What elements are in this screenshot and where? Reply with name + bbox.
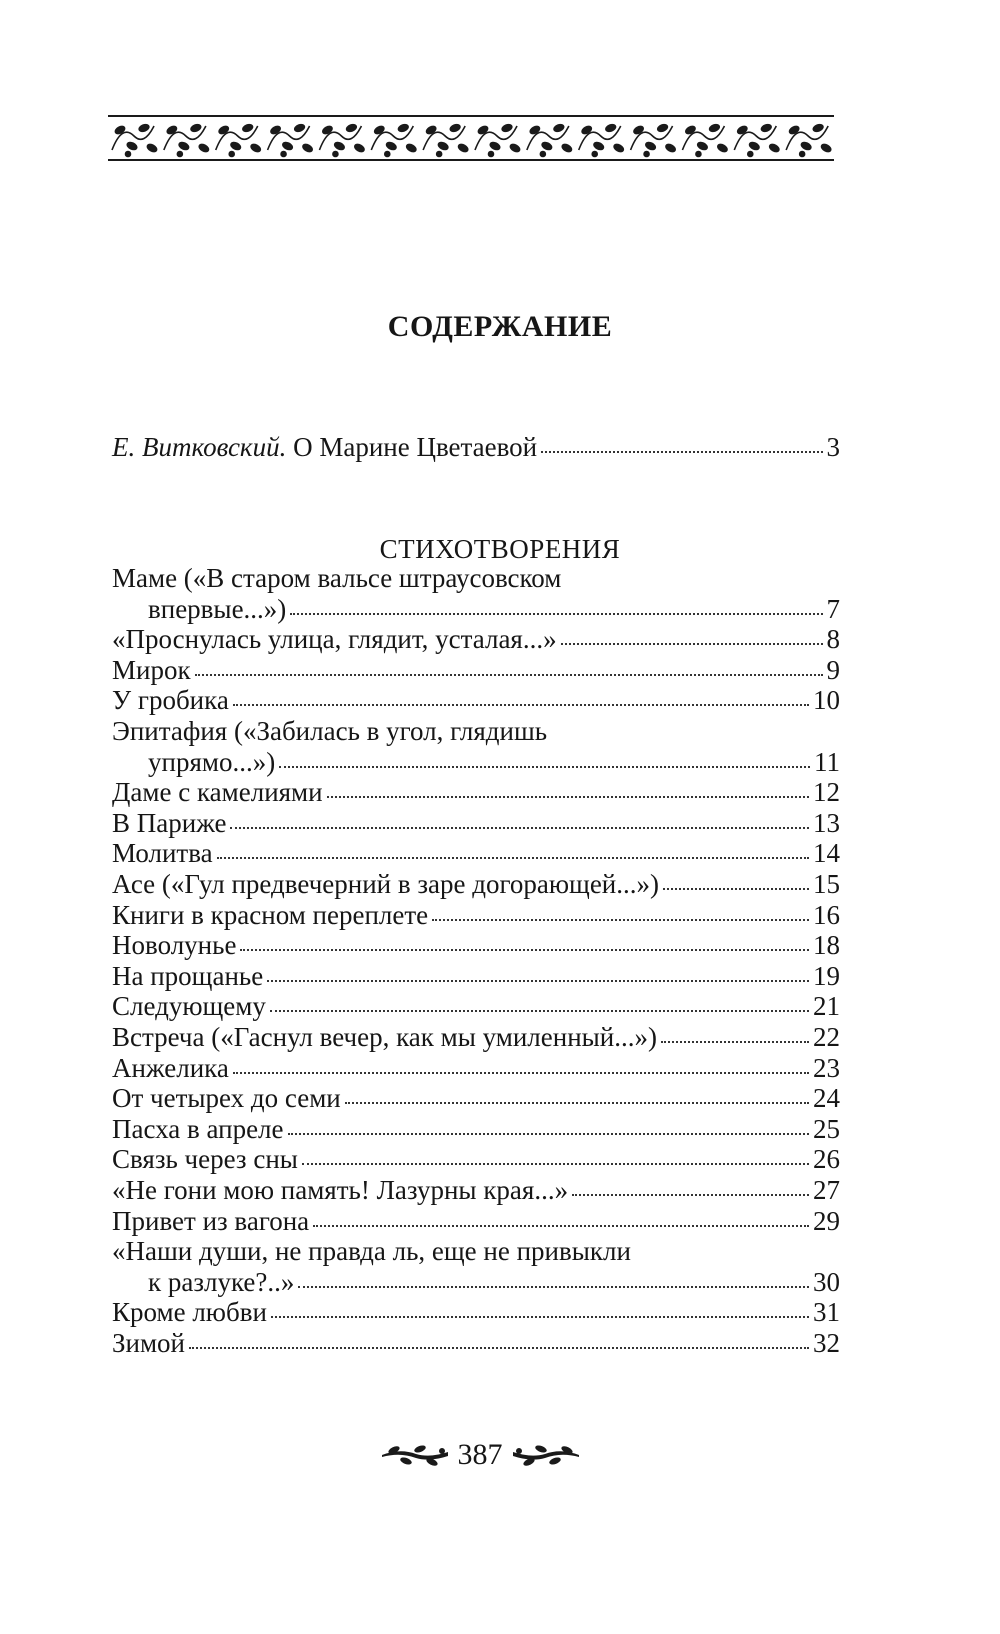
ornament-motif	[527, 123, 573, 156]
toc-page-number: 31	[813, 1297, 840, 1328]
dot-leader	[661, 1041, 809, 1043]
ornament-motif	[371, 123, 417, 156]
toc-entry-label: Новолунье	[112, 930, 237, 961]
page-number: 387	[457, 1438, 503, 1471]
toc-page-number: 24	[813, 1083, 840, 1114]
toc-page-number: 13	[813, 807, 840, 838]
toc-page-number: 30	[813, 1266, 840, 1297]
toc-entry-label: Пасха в апреле	[112, 1113, 284, 1144]
page-title: СОДЕРЖАНИЕ	[387, 310, 613, 343]
dot-leader	[233, 704, 809, 706]
toc-page-number: 22	[813, 1022, 840, 1052]
dot-leader	[195, 674, 823, 676]
toc-entry[interactable]	[112, 655, 840, 689]
toc-entry-label: Следующему	[112, 991, 266, 1022]
dot-leader	[313, 1225, 809, 1227]
leaf-ornament-left-icon	[380, 1440, 450, 1470]
toc-page-number: 25	[813, 1113, 840, 1144]
toc-entry[interactable]	[112, 1297, 840, 1331]
dot-leader	[541, 451, 822, 453]
toc-page-number: 7	[826, 593, 840, 624]
leaf-ornament-right-icon	[511, 1440, 581, 1470]
dot-leader	[240, 949, 809, 951]
section-title: СТИХОТВОРЕНИЯ	[379, 534, 621, 564]
toc-page-number: 19	[813, 960, 840, 991]
dot-leader	[327, 796, 809, 798]
dot-leader	[302, 1163, 809, 1165]
toc-page-number: 10	[813, 685, 840, 716]
toc-page-number: 29	[813, 1205, 840, 1236]
toc-page-number: 11	[814, 746, 840, 777]
toc-entry-label: «Проснулась улица, глядит, усталая...»	[112, 624, 557, 655]
toc-author: Е. Витковский.	[112, 432, 287, 462]
toc-entry[interactable]	[112, 1083, 840, 1117]
toc-entry[interactable]	[112, 1053, 840, 1087]
page-footer	[360, 1430, 600, 1480]
toc-entry-label: Связь через сны	[112, 1144, 298, 1175]
toc-entry-label: Встреча («Гаснул вечер, как мы умиленный...»)	[112, 1022, 657, 1052]
toc-entry-label: От четырех до семи	[112, 1083, 341, 1114]
toc-entry-label: Асе («Гул предвечерний в заре догорающей...»)	[112, 869, 660, 899]
toc-entry-first-line: Маме («В старом вальсе штраусовском	[112, 563, 562, 593]
ornament-motif	[112, 123, 158, 156]
toc-entry[interactable]	[112, 869, 840, 903]
ornament-motif	[423, 123, 469, 156]
toc-entry-label: Молитва	[112, 838, 213, 869]
toc-entry[interactable]	[112, 930, 840, 964]
toc-entry-label: упрямо...»)	[148, 746, 276, 777]
toc-entry[interactable]	[112, 808, 840, 842]
toc-entry[interactable]	[112, 1328, 840, 1362]
toc-page-number: 26	[813, 1144, 840, 1175]
toc-entry[interactable]	[148, 594, 840, 628]
toc-page-number: 27	[813, 1175, 840, 1205]
ornament-motif	[268, 123, 314, 156]
dot-leader	[189, 1347, 809, 1349]
toc-entry-label: Анжелика	[112, 1052, 229, 1083]
dot-leader	[279, 766, 810, 768]
ornament-motif	[631, 123, 677, 156]
toc-entry[interactable]	[112, 1144, 840, 1178]
toc-entry-label: В Париже	[112, 807, 227, 838]
toc-entry-label: к разлуке?..»	[148, 1266, 295, 1297]
toc-page-number: 18	[813, 930, 840, 961]
toc-page-number: 16	[813, 899, 840, 930]
toc-page-number: 23	[813, 1052, 840, 1083]
dot-leader	[230, 827, 809, 829]
toc-page-number: 12	[813, 777, 840, 808]
toc-entry[interactable]	[112, 991, 840, 1025]
dot-leader	[288, 1133, 809, 1135]
toc-page-number: 21	[813, 991, 840, 1022]
toc-entry[interactable]	[112, 1022, 840, 1056]
toc-entry-label: впервые...»)	[148, 593, 287, 624]
toc-entry[interactable]	[112, 900, 840, 934]
toc-entry-label: Привет из вагона	[112, 1205, 310, 1236]
toc-entry[interactable]	[148, 1267, 840, 1301]
toc-entry[interactable]	[148, 747, 840, 781]
ornament-motif	[579, 123, 625, 156]
ornament-motif	[164, 123, 210, 156]
toc-entry-label: Даме с камелиями	[112, 777, 323, 808]
ornament-motif	[216, 123, 262, 156]
toc-entry-first-line: «Наши души, не правда ль, еще не привыкли	[112, 1236, 631, 1267]
dot-leader	[345, 1102, 809, 1104]
toc-page-number: 9	[826, 654, 840, 685]
ornament-motif	[682, 123, 728, 156]
dot-leader	[217, 857, 809, 859]
toc-entry[interactable]	[112, 1206, 840, 1240]
toc-entry[interactable]	[112, 624, 840, 658]
toc-entry[interactable]	[112, 1114, 840, 1148]
dot-leader	[298, 1286, 809, 1288]
dot-leader	[267, 980, 809, 982]
toc-entry[interactable]	[112, 1175, 840, 1209]
toc-entry[interactable]	[112, 838, 840, 872]
toc-entry-label: Кроме любви	[112, 1297, 267, 1328]
ornament-motif	[734, 123, 780, 156]
toc-entry-label: «Не гони мою память! Лазурны края...»	[112, 1175, 569, 1205]
toc-page-number: 32	[813, 1328, 840, 1358]
toc-entry[interactable]	[112, 777, 840, 811]
toc-page-number: 3	[826, 432, 840, 462]
toc-entry[interactable]	[112, 961, 840, 995]
toc-entry-label	[112, 432, 537, 463]
toc-entry-intro[interactable]	[112, 432, 840, 466]
dot-leader	[270, 1010, 809, 1012]
dot-leader	[572, 1194, 809, 1196]
ornament-motif	[319, 123, 365, 156]
dot-leader	[561, 643, 823, 645]
toc-entry-label: У гробика	[112, 685, 229, 716]
dot-leader	[432, 919, 809, 921]
ornamental-border	[108, 110, 834, 166]
toc-entry-label: На прощанье	[112, 960, 264, 991]
toc-entry-label: Мирок	[112, 654, 191, 685]
ornament-motif	[475, 123, 521, 156]
toc-page-number: 14	[813, 838, 840, 869]
toc-entry-first-line: Эпитафия («Забилась в угол, глядишь	[112, 716, 548, 746]
dot-leader	[271, 1316, 809, 1318]
dot-leader	[233, 1072, 809, 1074]
dot-leader	[290, 613, 822, 615]
toc-entry-label: Книги в красном переплете	[112, 899, 429, 930]
toc-page-number: 8	[826, 624, 840, 655]
dot-leader	[663, 888, 809, 890]
toc-entry[interactable]	[112, 685, 840, 719]
toc-entry-label: Зимой	[112, 1328, 186, 1358]
ornament-motif	[786, 123, 832, 156]
toc-page-number: 15	[813, 869, 840, 899]
toc-title: О Марине Цветаевой	[293, 432, 538, 462]
